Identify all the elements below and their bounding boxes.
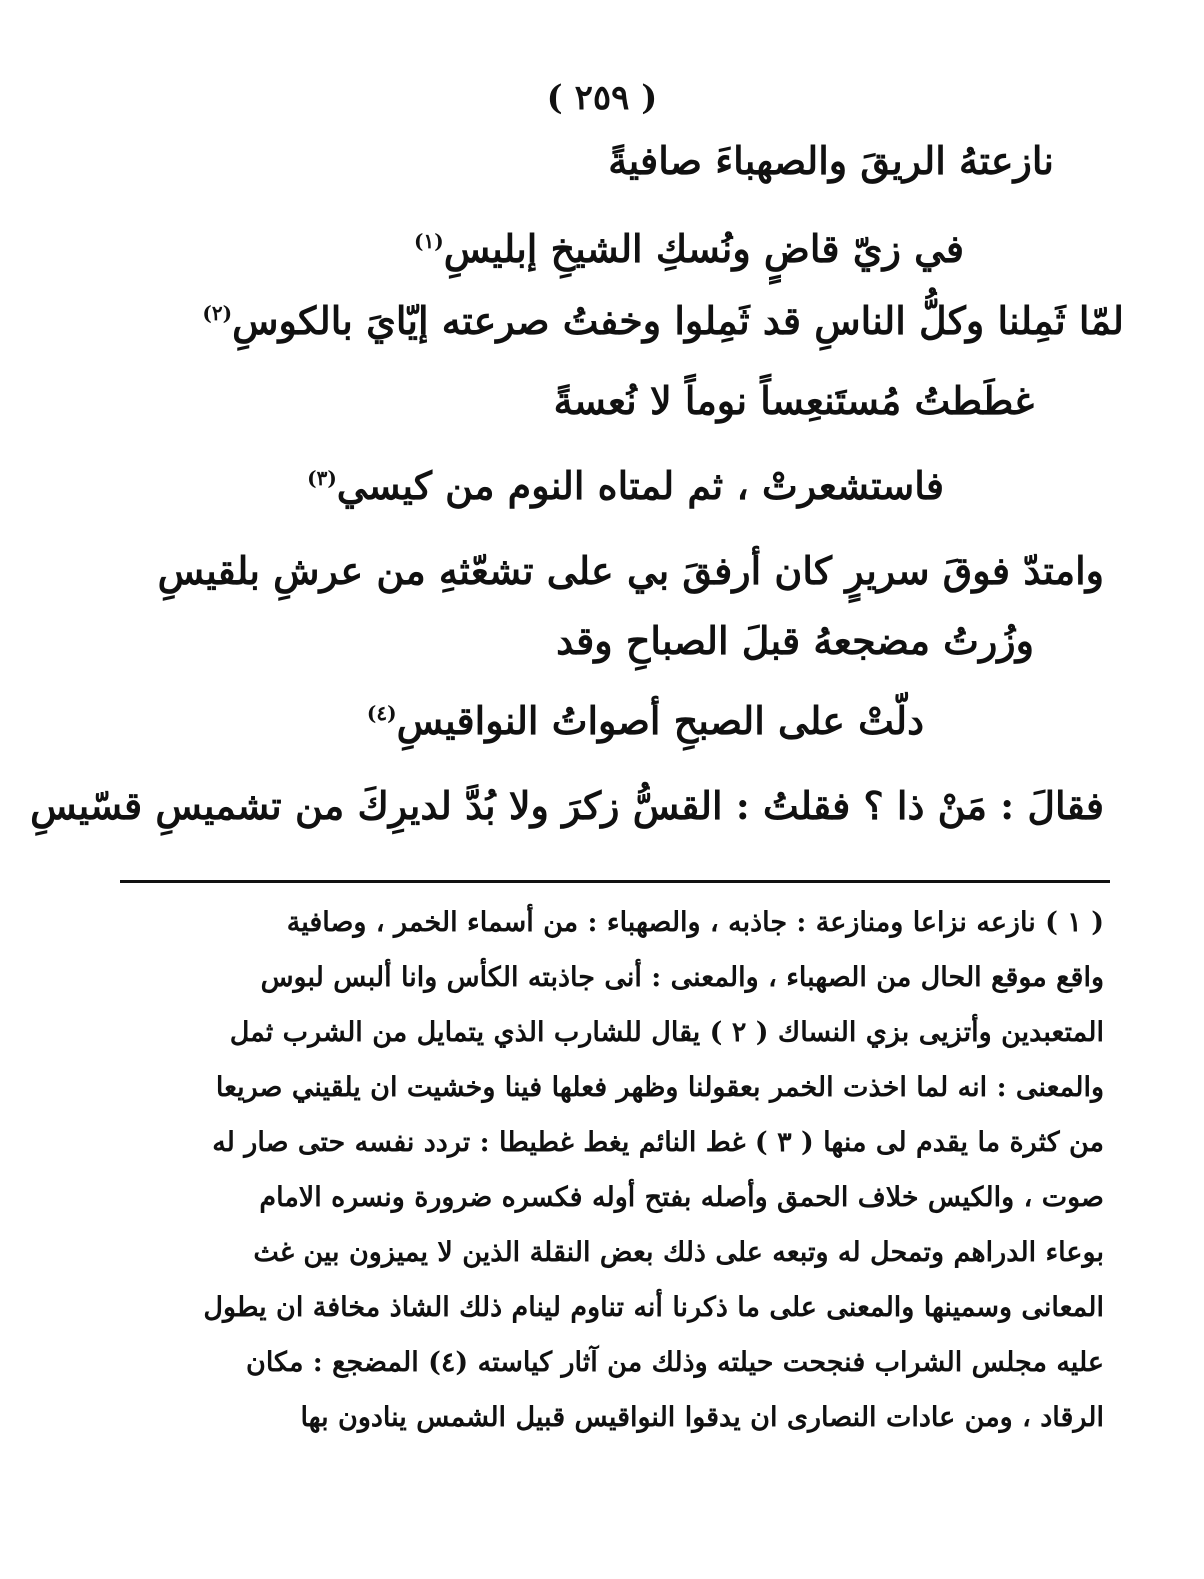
verse-line — [150, 550, 1104, 592]
footnote-marker: (٤) — [366, 701, 397, 726]
footnote-line: من كثرة ما يقدم لى منها ( ٣ ) غط النائم يغط غطيطا : تردد نفسه حتى صار له — [212, 1127, 1104, 1158]
footnote-line: عليه مجلس الشراب فنجحت حيلته وذلك من آثار كياسته (٤) المضجع : مكان — [245, 1347, 1104, 1378]
verse-line — [548, 620, 1034, 662]
verse-text: دلّتْ على الصبحِ أصواتُ النواقيسِ — [396, 698, 924, 743]
footnote-divider — [120, 880, 1110, 883]
verse-line — [359, 700, 924, 742]
verse-text: وامتدّ فوقَ سريرٍ كان أرفقَ بي على تشعّثهِ من عرشِ بلقيسِ — [157, 548, 1104, 593]
verse-text: في زيّ قاضٍ ونُسكِ الشيخِ إبليسِ — [443, 226, 964, 271]
footnote-line: المتعبدين وأتزيى بزي النساك ( ٢ ) يقال للشارب الذي يتمايل من الشرب ثمل — [229, 1017, 1104, 1048]
footnote-line: بوعاء الدراهم وتمحل له وتبعه على ذلك بعض النقلة الذين لا يميزون بين غث — [253, 1237, 1104, 1268]
page-number: ( ٢٥٩ ) — [546, 78, 658, 118]
verse-text: غطَطتُ مُستَنعِساً نوماً لا نُعسةً — [553, 378, 1034, 423]
verse-text: وزُرتُ مضجعهُ قبلَ الصباحِ وقد — [556, 618, 1034, 663]
footnotes — [114, 895, 1104, 1445]
footnote-line: المعانى وسمينها والمعنى على ما ذكرنا أنه تناوم لينام ذلك الشاذ مخافة ان يطول — [203, 1292, 1104, 1323]
footnote-line: ( ١ ) نازعه نزاعا ومنازعة : جاذبه ، والصهباء : من أسماء الخمر ، وصافية — [286, 907, 1104, 938]
footnote-marker: (٣) — [307, 466, 337, 491]
verse-line — [299, 465, 944, 507]
verse-text: نازعتهُ الريقَ والصهباءَ صافيةً — [608, 138, 1054, 183]
verse-line — [194, 300, 1124, 342]
verse-line — [546, 380, 1034, 422]
footnote-line: الرقاد ، ومن عادات النصارى ان يدقوا النواقيس قبيل الشمس ينادون بها — [300, 1402, 1104, 1433]
verse-line — [406, 228, 964, 270]
verse-line — [600, 140, 1054, 182]
verse-text: لمّا ثَمِلنا وكلُّ الناسِ قد ثَمِلوا وخفتُ صرعته إيّايَ بالكوسِ — [232, 298, 1124, 343]
verse-text: فاستشعرتْ ، ثم لمتاه النوم من كيسي — [336, 463, 944, 508]
footnote-marker: (١) — [414, 229, 444, 254]
footnote-line: واقع موقع الحال من الصهباء ، والمعنى : أنى جاذبته الكأس وانا ألبس لبوس — [260, 962, 1104, 993]
verse-text: فقالَ : مَنْ ذا ؟ فقلتُ : القسُّ زكرَ ولا بُدَّ لديرِكَ من تشميسِ قسّيسِ — [30, 783, 1104, 828]
footnote-marker: (٢) — [202, 301, 233, 326]
footnote-line: والمعنى : انه لما اخذت الخمر بعقولنا وظهر فعلها فينا وخشيت ان يلقيني صريعا — [215, 1072, 1104, 1103]
footnote-line: صوت ، والكيس خلاف الحمق وأصله بفتح أوله فكسره ضرورة ونسره الامام — [259, 1182, 1104, 1213]
verse-line — [22, 785, 1104, 827]
